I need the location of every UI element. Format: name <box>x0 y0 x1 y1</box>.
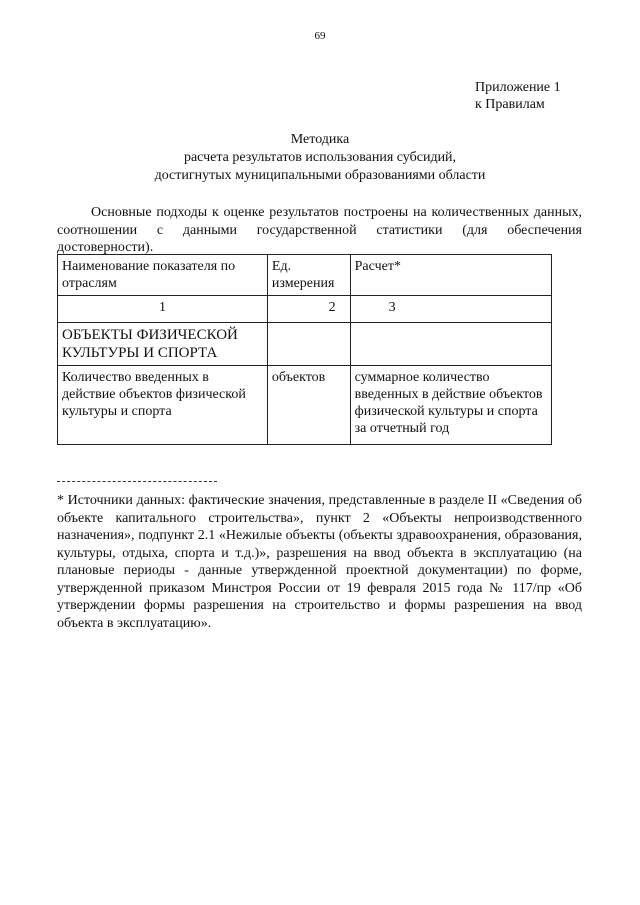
title-line-1: Методика <box>290 132 350 147</box>
row-unit: объектов <box>267 366 350 445</box>
appendix-line-2: к Правилам <box>475 97 545 112</box>
appendix-header <box>475 79 561 113</box>
table-header-row <box>58 255 552 296</box>
footnote-separator <box>57 481 217 482</box>
title-line-3: достигнутых муниципальными образованиями области <box>154 168 486 183</box>
section-empty-cell <box>350 323 551 366</box>
footnote: * Источники данных: фактические значения, представленные в разделе II «Сведения об объекте капитального строительства», пункт 2 «Объекты непроизводственного назначения», подпункт 2.1 «Нежилые объекты (объекты здравоохранения, образования, культуры, отдыха, спорта и т.д.)», разрешения на ввод объекта в эксплуатацию (на плановые периоды - данные утвержденной проектной документации) по форме, утвержденной приказом Минстроя России от 19 февраля 2015 года № 117/пр «Об утверждении формы разрешения на строительство и формы разрешения на ввод объекта в эксплуатацию». <box>57 493 582 631</box>
document-title <box>0 131 640 185</box>
intro-text: Основные подходы к оценке результатов построены на количественных данных, соотношении с данными государственной статистики (для обеспечения достоверности). <box>57 205 582 255</box>
row-indicator-name: Количество введенных в действие объектов физической культуры и спорта <box>58 366 268 445</box>
header-indicator-name: Наименование показателя по отраслям <box>58 255 268 296</box>
column-number-2: 2 <box>267 296 350 323</box>
page-number: 69 <box>314 30 326 42</box>
column-number-3: 3 <box>350 296 551 323</box>
header-calculation: Расчет* <box>350 255 551 296</box>
table-row <box>58 366 552 445</box>
title-line-2: расчета результатов использования субсидий, <box>183 150 457 165</box>
appendix-line-1: Приложение 1 <box>475 80 561 95</box>
column-number-1: 1 <box>58 296 268 323</box>
row-calculation: суммарное количество введенных в действие объектов физической культуры и спорта за отчетный год <box>350 366 551 445</box>
section-empty-cell <box>267 323 350 366</box>
section-row <box>58 323 552 366</box>
section-title: ОБЪЕКТЫ ФИЗИЧЕСКОЙ КУЛЬТУРЫ И СПОРТА <box>58 323 268 366</box>
intro-paragraph <box>57 204 582 257</box>
header-unit: Ед. измерения <box>267 255 350 296</box>
column-number-row <box>58 296 552 323</box>
methodology-table <box>57 254 552 445</box>
